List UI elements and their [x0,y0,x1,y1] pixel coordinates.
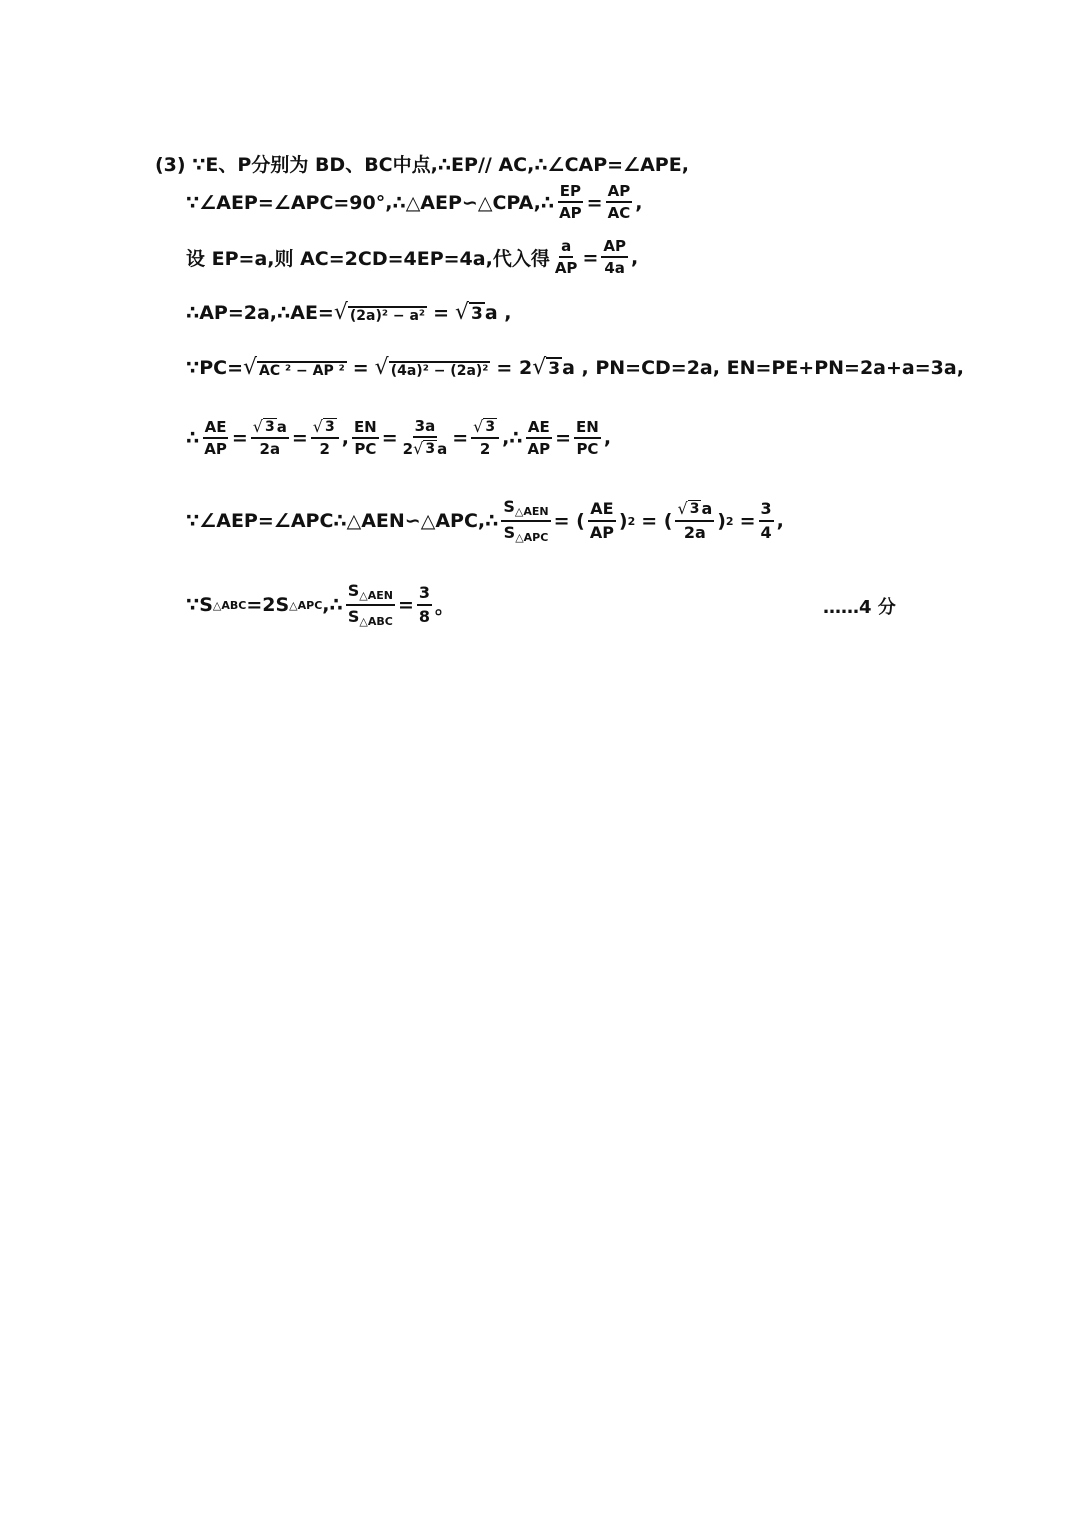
line-text: ∵∠AEP=∠APC=90°,∴△AEP∽△CPA,∴ [186,191,555,214]
fraction: $\frac{EN}{PC}$ [353,417,377,458]
solution-line-7: ∵∠AEP=∠APC∴△AEN∽△APC,∴ $\frac{S_{\triangle AEN}}{S_{\triangle APC}}$ = ( $\frac{AE}{AP}$ ) 2 = ( √ 3 a 2a ) 2 = $\frac{3}{4}$ , [186,497,784,544]
square-root: √ (2a)² − a² [333,300,426,325]
line-text: ∴AP=2a,∴AE= [186,302,334,324]
score-mark: ……4 分 [823,597,896,618]
square-root: √ 3 [532,355,561,380]
fraction: $\frac{EN}{PC}$ [576,417,599,458]
square-root: √ (4a)² − (2a)² [374,355,489,380]
fraction: $\frac{AE}{AP}$ [527,417,551,458]
line-text: ∵∠AEP=∠APC∴△AEN∽△APC,∴ [186,510,499,533]
line-text: ∵PC= [186,357,244,379]
fraction: $\frac{AP}{AC}$ [607,182,631,223]
fraction: $\frac{3}{4}$ [760,499,772,542]
solution-line-2: ∵∠AEP=∠APC=90°,∴△AEP∽△CPA,∴ $\frac{EP}{AP}$ = $\frac{AP}{AC}$ , [186,182,643,223]
solution-line-8: ∵S △ABC =2S △APC ,∴ $\frac{S_{\triangle AEN}}{S_{\triangle ABC}}$ = $\frac{3}{8}$ 。 [186,581,455,628]
fraction: $\frac{AP}{4a}$ [603,237,626,278]
fraction: √ 3 2 [311,418,339,459]
fraction: √ 3 a 2a [677,499,713,542]
fraction: $\frac{S_{\triangle AEN}}{S_{\triangle APC}}$ [503,497,549,544]
fraction: √ 3 2 [471,418,499,459]
line-text: (3) ∵E、P分别为 BD、BC中点,∴EP// AC,∴∠CAP=∠APE, [155,154,689,176]
line-text: 设 EP=a,则 AC=2CD=4EP=4a,代入得 [186,248,550,271]
square-root: √ 3 [455,300,483,325]
square-root: √ AC ² − AP ² [243,355,345,380]
solution-line-1 [155,150,689,177]
solution-line-4: ∴AP=2a,∴AE= √ (2a)² − a² = √ 3 a , [186,300,512,325]
fraction: $\frac{AE}{AP}$ [589,499,614,542]
fraction: $\frac{AE}{AP}$ [204,417,227,458]
fraction: √ 3 a 2a [252,417,287,459]
fraction: $\frac{EP}{AP}$ [559,182,582,223]
solution-line-6: ∴ $\frac{AE}{AP}$ = √ 3 a 2a = √ 3 2 , $\frac{EN}{PC}$ = 3a 2 √ 3 a = √ 3 2 ,∴ $\frac{AE}{AP}$ = $\frac{EN}{PC}$ , [186,417,612,459]
fraction: 3a 2 √ 3 a [402,417,448,459]
solution-line-3: 设 EP=a,则 AC=2CD=4EP=4a,代入得 $\frac{a}{AP}$ = $\frac{AP}{4a}$ , [186,237,639,278]
fraction: $\frac{S_{\triangle AEN}}{S_{\triangle ABC}}$ [347,581,393,628]
solution-line-5: ∵PC= √ AC ² − AP ² = √ (4a)² − (2a)² = 2 √ 3 a , PN=CD=2a, EN=PE+PN=2a+a=3a, [186,355,964,380]
fraction: $\frac{a}{AP}$ [554,237,578,278]
fraction: $\frac{3}{8}$ [418,583,431,626]
